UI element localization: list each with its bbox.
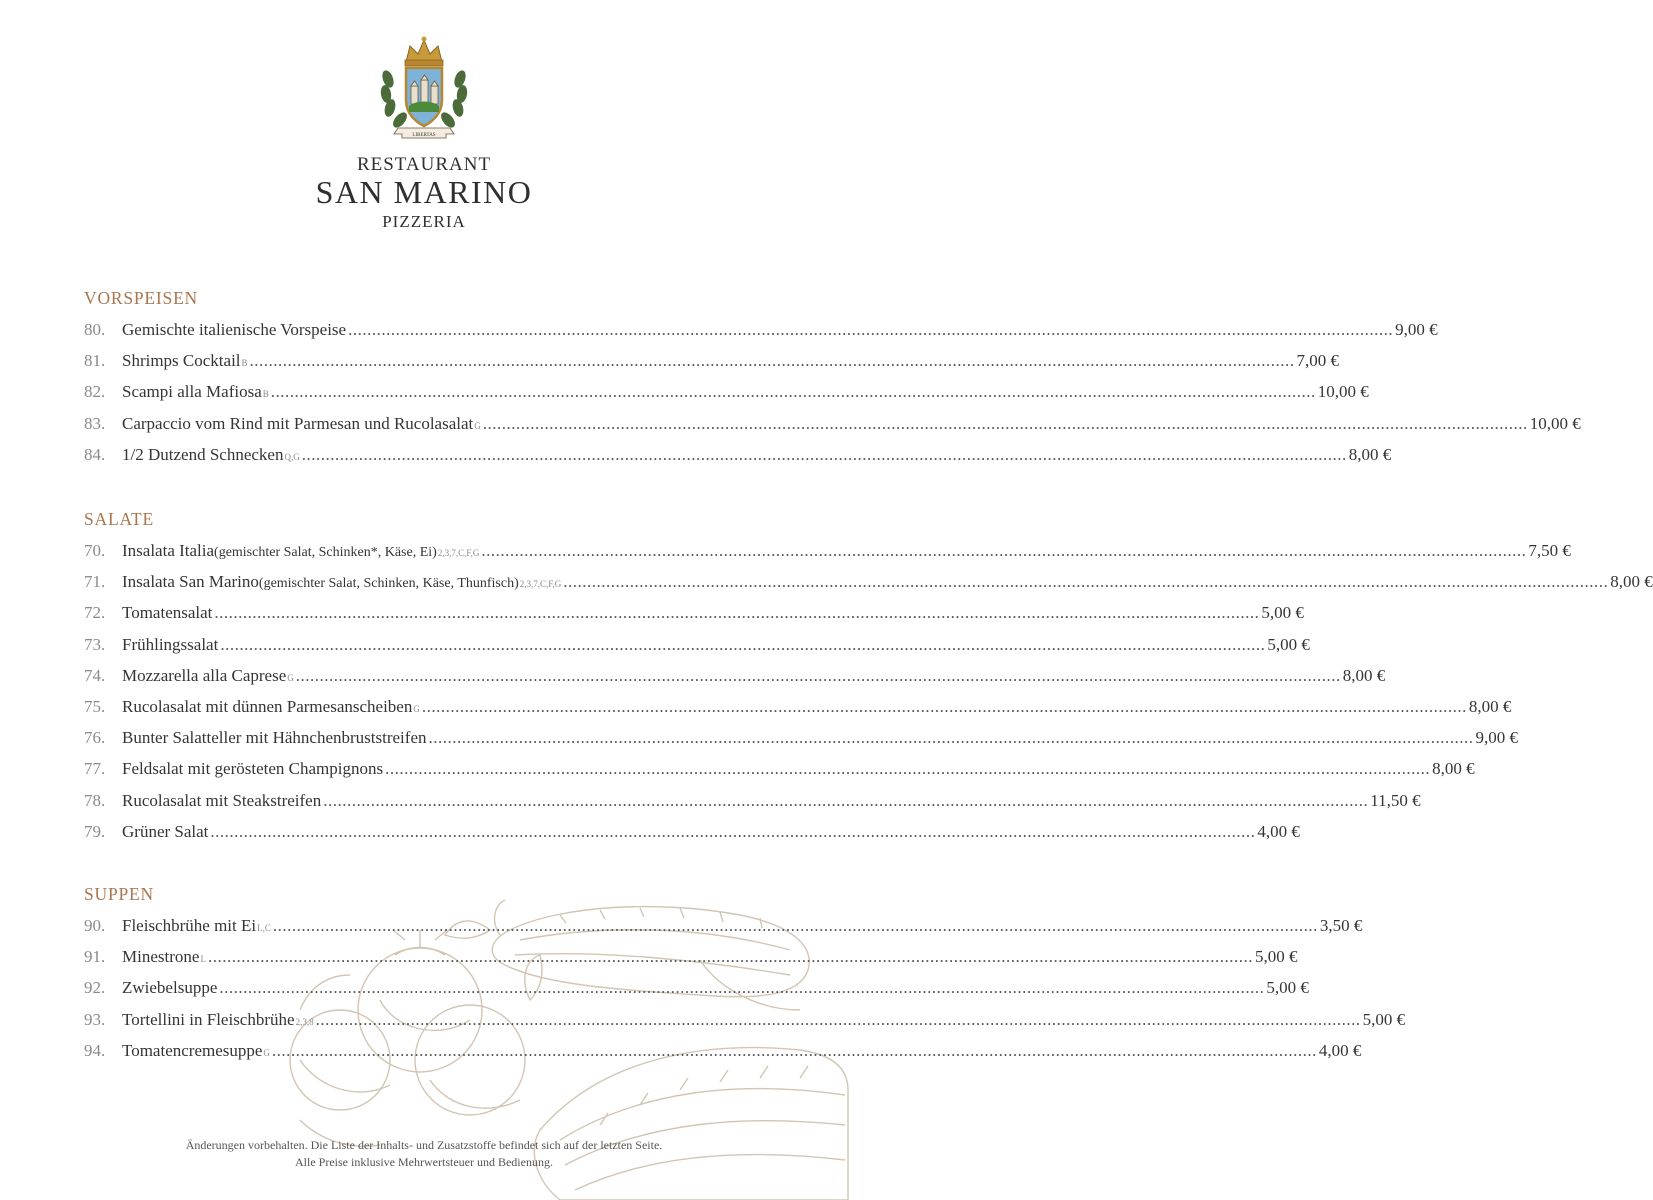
- menu-item-allergens: G: [287, 672, 294, 683]
- menu-item-name: Bunter Salatteller mit Hähnchenbruststreifen: [122, 728, 427, 748]
- menu-item-number: 74.: [84, 665, 106, 685]
- menu-item-price: 11,50 €: [1370, 790, 1421, 810]
- menu-item-name: Carpaccio vom Rind mit Parmesan und Rucolasalat: [122, 413, 474, 433]
- menu-item-number: 73.: [84, 634, 106, 654]
- leader-dots: ............................................................................................................................................................................................................................: [210, 821, 1256, 841]
- menu-item-price: 5,00 €: [1261, 603, 1304, 623]
- menu-item-name: Fleischbrühe mit Ei: [122, 916, 257, 935]
- menu-item-number: 71.: [84, 572, 106, 592]
- menu-item-number: 77.: [84, 759, 106, 779]
- section-title-vorspeisen: VORSPEISEN: [84, 288, 198, 308]
- menu-item-name: Insalata San Marino: [122, 572, 259, 592]
- menu-item-number: 80.: [84, 320, 106, 339]
- menu-item: [84, 916, 1363, 940]
- menu-item-allergens: B: [262, 389, 269, 400]
- menu-item-name: Feldsalat mit gerösteten Champignons: [122, 759, 384, 779]
- menu-item: [84, 821, 1300, 846]
- menu-item-price: 4,00 €: [1318, 1040, 1362, 1060]
- menu-item-name: Grüner Salat: [122, 821, 209, 841]
- menu-item-number: 81.: [84, 351, 106, 371]
- menu-item-price: 3,50 €: [1319, 916, 1363, 935]
- leader-dots: ............................................................................................................................................................................................................................: [220, 634, 1266, 654]
- menu-item-price: 4,00 €: [1257, 821, 1300, 841]
- menu-item-price: 7,50 €: [1528, 541, 1571, 560]
- menu-item-name: Mozzarella alla Caprese: [122, 665, 287, 685]
- leader-dots: ............................................................................................................................................................................................................................: [219, 978, 1265, 998]
- restaurant-label: RESTAURANT: [356, 154, 492, 175]
- menu-item-number: 90.: [84, 916, 106, 935]
- leader-dots: ............................................................................................................................................................................................................................: [270, 382, 1316, 402]
- footer-line-2: Alle Preise inklusive Mehrwertsteuer und Bedienung.: [295, 1155, 553, 1169]
- leader-dots: ............................................................................................................................................................................................................................: [482, 413, 1528, 433]
- menu-item-price: 8,00 €: [1342, 665, 1386, 685]
- menu-item-description: (gemischter Salat, Schinken, Käse, Thunfisch): [258, 576, 519, 592]
- menu-item-number: 76.: [84, 728, 106, 748]
- menu-item-allergens: G: [474, 420, 481, 431]
- menu-item-name: Gemischte italienische Vorspeise: [122, 320, 347, 339]
- menu-item-allergens: B: [241, 358, 248, 369]
- leader-dots: ............................................................................................................................................................................................................................: [271, 1040, 1317, 1060]
- restaurant-name: SAN MARINO: [315, 174, 533, 210]
- menu-item: [84, 413, 1581, 438]
- menu-item-price: 8,00 €: [1432, 759, 1475, 779]
- footer-note: [0, 1137, 848, 1171]
- leader-dots: ............................................................................................................................................................................................................................: [301, 444, 1347, 464]
- menu-item-allergens: 2,3,7,C,F,G: [519, 579, 562, 590]
- menu-item: [84, 320, 1438, 344]
- menu-item: [84, 351, 1340, 375]
- menu-item-price: 8,00 €: [1468, 697, 1512, 716]
- section-title-salate: SALATE: [84, 509, 154, 529]
- leader-dots: ............................................................................................................................................................................................................................: [481, 541, 1527, 560]
- menu-item-price: 9,00 €: [1395, 320, 1438, 339]
- menu-item-name: Scampi alla Mafiosa: [122, 382, 262, 402]
- menu-item: [84, 697, 1512, 721]
- menu-item-price: 9,00 €: [1475, 728, 1518, 748]
- menu-item-price: 8,00 €: [1610, 572, 1653, 592]
- menu-item-allergens: L,C: [257, 923, 271, 933]
- menu-item-allergens: Q,G: [284, 451, 300, 462]
- menu-item-name: Rucolasalat mit Steakstreifen: [122, 790, 322, 810]
- menu-item-allergens: 2,3,8: [295, 1016, 314, 1027]
- section-title-suppen: SUPPEN: [84, 884, 154, 904]
- menu-item-name: Frühlingssalat: [122, 634, 219, 654]
- menu-item: [84, 603, 1304, 627]
- menu-item: [84, 444, 1392, 469]
- leader-dots: ............................................................................................................................................................................................................................: [315, 1009, 1361, 1029]
- menu-item: [84, 572, 1653, 596]
- menu-item-price: 10,00 €: [1529, 413, 1581, 433]
- menu-item-name: Insalata Italia: [122, 541, 215, 560]
- pizzeria-label: PIZZERIA: [382, 212, 466, 231]
- menu-item-number: 82.: [84, 382, 106, 402]
- leader-dots: ............................................................................................................................................................................................................................: [563, 572, 1609, 592]
- menu-item: [84, 1040, 1362, 1065]
- menu-item-number: 72.: [84, 603, 106, 623]
- leader-dots: ............................................................................................................................................................................................................................: [385, 759, 1431, 779]
- menu-item-allergens: G: [413, 704, 420, 714]
- leader-dots: ............................................................................................................................................................................................................................: [421, 697, 1467, 716]
- crest-ribbon-text: LIBERTAS: [412, 133, 436, 138]
- menu-item-description: (gemischter Salat, Schinken*, Käse, Ei): [214, 545, 437, 560]
- menu-item-price: 10,00 €: [1317, 382, 1369, 402]
- menu-item-name: Tomatensalat: [122, 603, 213, 623]
- leader-dots: ............................................................................................................................................................................................................................: [428, 728, 1474, 748]
- menu-item-name: Zwiebelsuppe: [122, 978, 218, 998]
- menu-item-price: 8,00 €: [1348, 444, 1392, 464]
- menu-item-price: 5,00 €: [1266, 978, 1309, 998]
- menu-item-allergens: L: [200, 954, 206, 965]
- menu-item-number: 79.: [84, 821, 106, 841]
- menu-item-number: 93.: [84, 1009, 106, 1029]
- menu-item-number: 83.: [84, 413, 106, 433]
- leader-dots: ............................................................................................................................................................................................................................: [323, 790, 1369, 810]
- menu-item: [84, 978, 1309, 1002]
- menu-item: [84, 759, 1475, 783]
- menu-item: [84, 665, 1386, 690]
- menu-item-number: 84.: [84, 444, 106, 464]
- menu-item-number: 92.: [84, 978, 106, 998]
- menu-item-number: 91.: [84, 947, 106, 967]
- menu-item: [84, 728, 1518, 752]
- menu-item-name: 1/2 Dutzend Schnecken: [122, 444, 284, 464]
- menu-item: [84, 541, 1571, 565]
- leader-dots: ............................................................................................................................................................................................................................: [272, 916, 1318, 935]
- menu-item-name: Rucolasalat mit dünnen Parmesanscheiben: [122, 697, 413, 716]
- menu-item-allergens: G: [263, 1047, 270, 1058]
- footer-line-1: Änderungen vorbehalten. Die Liste der Inhalts- und Zusatzstoffe befindet sich auf der letzten Seite.: [185, 1138, 663, 1152]
- menu-item: [84, 634, 1310, 659]
- menu-item-name: Shrimps Cocktail: [122, 351, 241, 371]
- leader-dots: ............................................................................................................................................................................................................................: [249, 351, 1295, 371]
- menu-item-number: 75.: [84, 697, 106, 716]
- menu-item-price: 5,00 €: [1254, 947, 1298, 967]
- menu-item-number: 78.: [84, 790, 106, 810]
- menu-item-name: Tortellini in Fleischbrühe: [122, 1009, 295, 1029]
- menu-item-price: 7,00 €: [1296, 351, 1340, 371]
- menu-item: [84, 382, 1369, 406]
- leader-dots: ............................................................................................................................................................................................................................: [295, 665, 1341, 685]
- menu-item-allergens: 2,3,7,C,F,G: [437, 548, 480, 558]
- menu-item-price: 5,00 €: [1362, 1009, 1406, 1029]
- leader-dots: ............................................................................................................................................................................................................................: [207, 947, 1253, 967]
- leader-dots: ............................................................................................................................................................................................................................: [214, 603, 1260, 623]
- menu-item-number: 70.: [84, 541, 106, 560]
- menu-item-price: 5,00 €: [1267, 634, 1310, 654]
- menu-item: [84, 790, 1421, 815]
- menu-item-number: 94.: [84, 1040, 106, 1060]
- menu-item: [84, 947, 1298, 971]
- menu-item-name: Minestrone: [122, 947, 200, 967]
- menu-item: [84, 1009, 1406, 1034]
- leader-dots: ............................................................................................................................................................................................................................: [348, 320, 1394, 339]
- menu-item-name: Tomatencremesuppe: [122, 1040, 263, 1060]
- coat-of-arms-logo: [376, 34, 472, 142]
